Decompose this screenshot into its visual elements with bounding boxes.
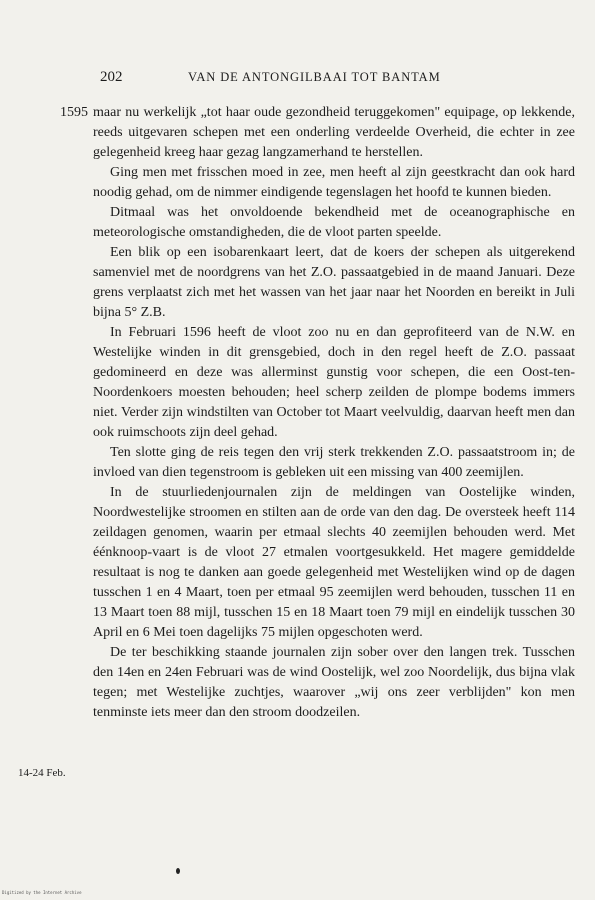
paragraph: De ter beschikking staande journalen zijn sober over den langen trek. Tusschen den 14en en 24en Februari was de wind Oostelijk, wel zoo Noordelijk, dus bijna vlak tegen; met Westelijke zuchtjes, waarover „wij ons zeer verblijden" kon men tenminste iets meer dan den stroom doodzeilen. (93, 645, 575, 720)
body-text (93, 103, 575, 723)
margin-note-date: 14-24 Feb. (18, 767, 66, 779)
paragraph: maar nu werkelijk „tot haar oude gezondheid teruggekomen" equipage, op lekkende, reeds uitgevaren schepen met een onderling verdeelde Overheid, die echter in zee gelegenheid kreeg haar gezag langzamerhand te herstellen. (93, 105, 575, 160)
ink-mark (176, 868, 180, 874)
paragraph: In Februari 1596 heeft de vloot zoo nu en dan geprofiteerd van de N.W. en Westelijke winden in dit grensgebied, doch in den regel heeft de Z.O. passaat gedomineerd en deze was allerminst gunstig voor schepen, die een Oost-ten-Noordenkoers moesten behouden; heel scherp zeilden de plompe bodems immers niet. Verder zijn windstilten van October tot Maart veelvuldig, daarvan heeft men dan ook ruimschoots zijn deel gehad. (93, 325, 575, 440)
paragraph: Een blik op een isobarenkaart leert, dat de koers der schepen als uitgerekend samenviel met de noordgrens van het Z.O. passaatgebied in de maand Januari. Deze grens verplaatst zich met het wassen van het jaar naar het Noorden en bereikt in Juli bijna 5° Z.B. (93, 245, 575, 320)
paragraph: Ditmaal was het onvoldoende bekendheid met de oceanographische en meteorologische omstandigheden, die de vloot parten speelde. (93, 205, 575, 240)
margin-note-year: 1595 (60, 105, 88, 120)
running-title: VAN DE ANTONGILBAAI TOT BANTAM (188, 70, 441, 84)
scan-credit: Digitized by the Internet Archive (2, 890, 82, 895)
page-number: 202 (100, 69, 123, 85)
paragraph: Ging men met frisschen moed in zee, men heeft al zijn geestkracht dan ook hard noodig gehad, om de nimmer eindigende tegenslagen het hoofd te kunnen bieden. (93, 165, 575, 200)
paragraph: In de stuurliedenjournalen zijn de meldingen van Oostelijke winden, Noordwestelijke stroomen en stilten aan de orde van den dag. De oversteek heeft 114 zeildagen genomen, waarin per etmaal slechts 40 zeemijlen behouden werd. Met éénknoop-vaart is de vloot 27 etmalen voortgesukkeld. Het magere gemiddelde resultaat is nog te danken aan goede gelegenheid met Westelijken wind op de dagen tusschen 1 en 4 Maart, toen per etmaal 95 zeemijlen werd behouden, tusschen 11 en 13 Maart toen 88 mijl, tusschen 15 en 18 Maart toen 79 mijl en eindelijk tusschen 30 April en 6 Mei toen dagelijks 75 mijlen opgeschoten werd. (93, 485, 575, 640)
paragraph: Ten slotte ging de reis tegen den vrij sterk trekkenden Z.O. passaatstroom in; de invloed van dien tegenstroom is gebleken uit een missing van 400 zeemijlen. (93, 445, 575, 480)
